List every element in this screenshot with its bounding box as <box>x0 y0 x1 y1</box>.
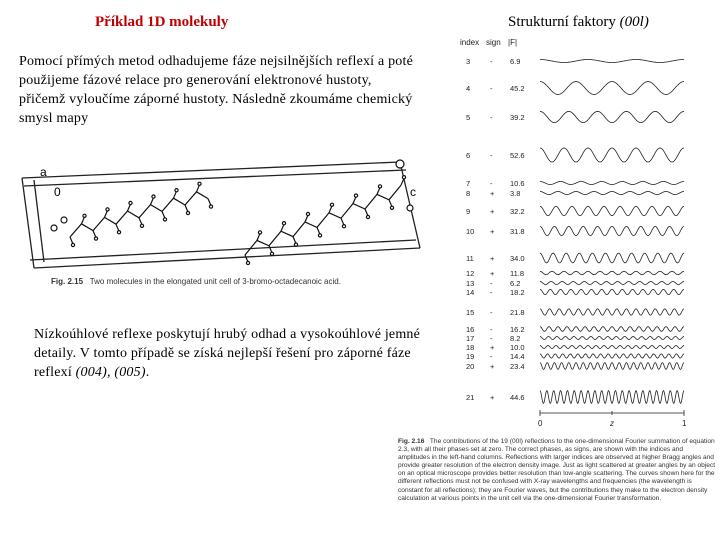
reflection-sign: + <box>490 254 495 263</box>
resolution-paragraph-end: . <box>145 365 150 380</box>
reflection-index: 3 <box>466 57 471 66</box>
hydrogen-atom <box>402 176 405 179</box>
fourier-wave <box>540 82 684 95</box>
column-header-f: |F| <box>508 38 518 47</box>
cell-axis-c-label: c <box>410 185 416 199</box>
reflection-index: 10 <box>466 227 475 236</box>
hydrogen-atom <box>366 215 369 218</box>
column-header-index: index <box>460 38 480 47</box>
hydrogen-atom <box>246 261 249 264</box>
hydrogen-atom <box>282 222 285 225</box>
reflection-index: 4 <box>466 84 471 93</box>
reflection-index: 13 <box>466 279 475 288</box>
reflection-amplitude: 18.2 <box>510 288 525 297</box>
reflection-sign: - <box>490 57 493 66</box>
hydrogen-atom <box>83 214 86 217</box>
structure-factor-rows <box>466 57 684 403</box>
fig215-caption <box>51 277 341 286</box>
reflection-amplitude: 10.6 <box>510 179 525 188</box>
reflection-sign: + <box>490 343 495 352</box>
reflection-sign: - <box>490 352 493 361</box>
fourier-wave <box>540 282 684 285</box>
fourier-wave <box>540 391 684 404</box>
reflection-sign: - <box>490 151 493 160</box>
fig215-text: Two molecules in the elongated unit cell of 3-bromo-octadecanoic acid. <box>89 277 341 286</box>
reflection-sign: - <box>490 325 493 334</box>
reflection-index: 20 <box>466 362 475 371</box>
hydrogen-atom <box>140 224 143 227</box>
structure-factor-figure <box>452 33 720 433</box>
right-title-text: Strukturní faktory <box>508 14 620 30</box>
reflection-sign: - <box>490 279 493 288</box>
reflection-amplitude: 23.4 <box>510 362 525 371</box>
hydrogen-atom <box>94 237 97 240</box>
fourier-wave <box>540 327 684 332</box>
reflection-amplitude: 31.8 <box>510 227 525 236</box>
hydrogen-atom <box>306 212 309 215</box>
reflection-index: 15 <box>466 308 475 317</box>
oxygen-atom <box>61 217 67 223</box>
unit-cell-box <box>22 162 420 268</box>
reflection-index: 6 <box>466 151 471 160</box>
reflection-index: 7 <box>466 179 471 188</box>
reflection-amplitude: 44.6 <box>510 393 525 402</box>
fourier-wave <box>540 289 684 294</box>
fourier-wave <box>540 363 684 370</box>
fig216-caption <box>398 438 716 503</box>
reflection-amplitude: 6.2 <box>510 279 521 288</box>
axis-tick-0: 0 <box>538 419 543 428</box>
reflection-amplitude: 21.8 <box>510 308 525 317</box>
reflection-sign: + <box>490 207 495 216</box>
reflection-index: 18 <box>466 343 475 352</box>
reflection-index: 5 <box>466 113 471 122</box>
hydrogen-atom <box>270 252 273 255</box>
reflection-index: 17 <box>466 334 475 343</box>
hydrogen-atom <box>342 225 345 228</box>
reflection-index: 14 <box>466 288 475 297</box>
reflection-amplitude: 10.0 <box>510 343 525 352</box>
fourier-wave <box>540 60 684 63</box>
hydrogen-atom <box>378 185 381 188</box>
right-title-index: (00l) <box>619 14 649 30</box>
hydrogen-atom <box>152 195 155 198</box>
hydrogen-atom <box>71 243 74 246</box>
fourier-wave <box>540 309 684 315</box>
fourier-wave <box>540 226 684 235</box>
fig215-label: Fig. 2.15 <box>51 277 84 286</box>
hydrogen-atom <box>390 206 393 209</box>
fourier-wave <box>540 148 684 162</box>
reflection-amplitude: 11.8 <box>510 269 525 278</box>
left-title: Příklad 1D molekuly <box>95 14 229 30</box>
reflection-amplitude: 6.9 <box>510 57 521 66</box>
hydrogen-atom <box>209 205 212 208</box>
reflection-amplitude: 3.8 <box>510 189 521 198</box>
reflection-amplitude: 16.2 <box>510 325 525 334</box>
reflection-sign: + <box>490 362 495 371</box>
hydrogen-atom <box>117 231 120 234</box>
hydrogen-atom <box>318 234 321 237</box>
column-header-sign: sign <box>486 38 501 47</box>
fourier-wave <box>540 192 684 195</box>
reflection-sign: - <box>490 334 493 343</box>
hydrogen-atom <box>175 189 178 192</box>
oxygen-atom <box>51 225 57 231</box>
fig216-label: Fig. 2.16 <box>398 438 425 445</box>
hydrogen-atom <box>294 243 297 246</box>
resolution-paragraph-text: Nízkoúhlové reflexe poskytují hrubý odhad a vysokoúhlové jemné detaily. V tomto případě se získá nejlepší řešení pro záporné fáze reflexí <box>34 327 421 380</box>
hydrogen-atom <box>354 194 357 197</box>
fourier-wave <box>540 354 684 358</box>
fourier-wave <box>540 346 684 349</box>
oxygen-atom <box>407 205 413 211</box>
hydrogen-atom <box>198 182 201 185</box>
fig216-text: The contributions of the 19 (00l) reflections to the one-dimensional Fourier summation of equation 2.3, with all their phases set at zero. The correct phases, as signs, are shown with the indices and amplitudes in the left-hand columns. Reflections with larger indices are observed at higher Bragg angles and provide greater resolution of the electron density image. Just as light scattered at greater angles by an object on an optical microscope provides better resolution than low-angle scattering. The curves shown here for the different reflections must not be confused with X-ray wavelengths and frequencies (the wavelength is constant for all reflections); they are Fourier waves, but the contributions they make to the electron density calculation at various points in the unit cell via the one-dimensional Fourier transformation. <box>398 438 716 502</box>
hydrogen-atom <box>258 231 261 234</box>
reflection-index: 9 <box>466 207 471 216</box>
fourier-wave <box>540 206 684 215</box>
reflection-amplitude: 34.0 <box>510 254 525 263</box>
reflection-amplitude: 32.2 <box>510 207 525 216</box>
reflection-sign: + <box>490 227 495 236</box>
reflection-sign: + <box>490 393 495 402</box>
reflection-index: 21 <box>466 393 475 402</box>
resolution-paragraph <box>34 325 434 382</box>
direct-methods-paragraph: Pomocí přímých metod odhadujeme fáze nejsilnějších reflexí a poté použijeme fázové relace pro generování elektronové hustoty, přičemž vyloučíme záporné hustoty. Následně zkoumáme chemický smysl mapy <box>19 54 413 126</box>
reflection-sign: + <box>490 189 495 198</box>
reflection-sign: - <box>490 84 493 93</box>
reflection-amplitude: 39.2 <box>510 113 525 122</box>
fourier-wave <box>540 181 684 184</box>
cell-origin-label: 0 <box>54 185 61 199</box>
reflection-sign: + <box>490 269 495 278</box>
fourier-wave <box>540 111 684 122</box>
oxygen-atom <box>396 160 404 168</box>
molecule-figure <box>20 150 440 276</box>
hydrogen-atom <box>106 208 109 211</box>
negative-phase-reflections: (004), (005) <box>75 365 146 380</box>
reflection-sign: - <box>490 308 493 317</box>
hydrogen-atom <box>129 201 132 204</box>
reflection-amplitude: 14.4 <box>510 352 525 361</box>
reflection-sign: - <box>490 113 493 122</box>
fourier-wave <box>540 253 684 263</box>
reflection-index: 8 <box>466 189 471 198</box>
axis-tick-z: z <box>610 419 614 428</box>
fourier-wave <box>540 271 684 274</box>
reflection-amplitude: 8.2 <box>510 334 521 343</box>
hydrogen-atom <box>330 203 333 206</box>
reflection-index: 12 <box>466 269 475 278</box>
z-axis <box>540 410 684 416</box>
reflection-sign: - <box>490 179 493 188</box>
hydrogen-atom <box>163 218 166 221</box>
reflection-sign: - <box>490 288 493 297</box>
fourier-wave <box>540 337 684 340</box>
reflection-index: 11 <box>466 254 474 263</box>
reflection-index: 19 <box>466 352 475 361</box>
right-title <box>508 14 649 31</box>
reflection-index: 16 <box>466 325 475 334</box>
reflection-amplitude: 45.2 <box>510 84 525 93</box>
reflection-amplitude: 52.6 <box>510 151 525 160</box>
hydrogen-atom <box>186 211 189 214</box>
cell-axis-a-label: a <box>40 165 47 179</box>
axis-tick-1: 1 <box>682 419 687 428</box>
